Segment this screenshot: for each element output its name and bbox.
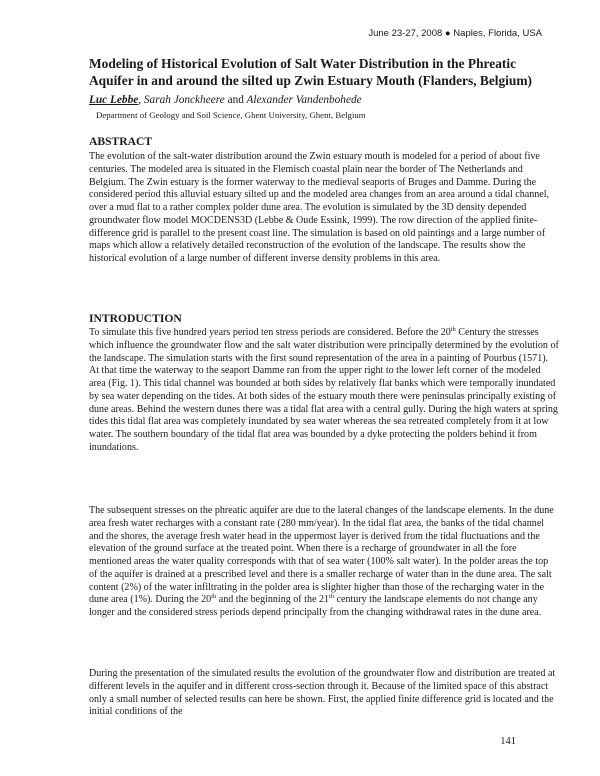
intro-paragraph-3: During the presentation of the simulated results the evolution of the groundwater flow and distribution are treated at different levels in the aquifer and in different cross-section through it. Because of the limited space of this abstract only a small number of selected results can here be shown. First, the applied finite difference grid is located and the initial conditions of the — [89, 668, 556, 718]
author-third: Alexander Vandenbohede — [246, 94, 362, 106]
intro-paragraph-2 — [89, 505, 559, 620]
abstract-body: The evolution of the salt-water distribution around the Zwin estuary mouth is modeled for a period of about five centuries. The modeled area is situated in the Flemisch coastal plain near the border of The Netherlands and Belgium. The Zwin estuary is the former waterway to the medieval seaports of Bruges and Damme. During the considered period this alluvial estuary silted up and the modeled area changes from an area around a tidal channel, over a mud flat to a rather complex polder dune area. The evolution is simulated by the 3D density depended groundwater flow model MOCDENS3D (Lebbe & Oude Essink, 1999). The row direction of the applied finite-difference grid is parallel to the present coast line. The simulation is based on old paintings and a large number of maps which allow a relatively detailed reconstruction of the evolution of the landscape. The results show the historical evolution of a large number of different inverse density problems in this area. — [89, 151, 550, 264]
author-conjunction: and — [227, 94, 244, 106]
author-list: Luc Lebbe, Sarah Jonckheere and Alexander Vandenbohede — [89, 94, 362, 106]
intro-p2-superscript-2: th — [329, 593, 335, 601]
intro-p1-text-a: To simulate this five hundred years period ten stress periods are considered. Before the 20 — [89, 327, 451, 338]
intro-p2-text-c: century the landscape elements do not change any longer and the considered stress periods depend principally from the changing withdrawal rates in the dune area. — [89, 594, 542, 618]
affiliation: Department of Geology and Soil Science, Ghent University, Ghent, Belgium — [96, 110, 366, 120]
abstract-heading: ABSTRACT — [89, 135, 153, 148]
page-number: 141 — [500, 736, 516, 747]
intro-p2-text-b: and the beginning of the 21 — [216, 594, 329, 606]
author-first: Luc Lebbe — [89, 94, 139, 106]
intro-p1-text-b: Century the stresses which influence the groundwater flow and the salt water distribution were principally determined by the evolution of the landscape. The simulation starts with the first sound representation of the area in a painting of Pourbus (1571). At that time the waterway to the seaport Damme ran from the upper right to the lower left corner of the modeled area (Fig. 1). This tidal channel was bounded at both sides by relatively flat banks which were temporally inundated by sea water depending on the tides. At both sides of the estuary mouth there were peninsulas principally existing of dune areas. Behind the western dunes there was a tidal flat area with a central gully. During the high waters at spring tides this tidal flat area was completely inundated by sea water whereas the sea retreated completely from it at low water. The southern boundary of the tidal flat area was bounded by a dyke protecting the polders behind it from inundations. — [89, 327, 559, 453]
paper-title: Modeling of Historical Evolution of Salt Water Distribution in the Phreatic Aquifer in and around the silted up Zwin Estuary Mouth (Flanders, Belgium) — [89, 56, 532, 88]
author-second: Sarah Jonckheere — [143, 94, 225, 106]
intro-p2-text-a: The subsequent stresses on the phreatic aquifer are due to the lateral changes of the landscape elements. In the dune area fresh water recharges with a constant rate (280 mm/year). In the tidal flat area, the banks of the tidal channel and the shores, the average fresh water head in the uppermost layer is derived from the tidal fluctuations and the elevation of the ground surface at the treated point. When there is a recharge of groundwater in all the fore mentioned areas the water quality corresponds with that of sea water (100% salt water). In the polder areas the top of the aquifer is drained at a prescribed level and there is a smaller recharge of water than in the dune area. The salt content (2%) of the water infiltrating in the polder area is slighter higher than those of the recharging water in the dune area (1%). During the 20 — [89, 505, 554, 606]
intro-p2-superscript-1: th — [211, 593, 217, 601]
introduction-heading: INTRODUCTION — [89, 312, 182, 325]
intro-paragraph-1 — [89, 327, 559, 455]
conference-header: June 23-27, 2008 ● Naples, Florida, USA — [368, 28, 542, 39]
intro-p1-superscript: th — [450, 326, 456, 333]
